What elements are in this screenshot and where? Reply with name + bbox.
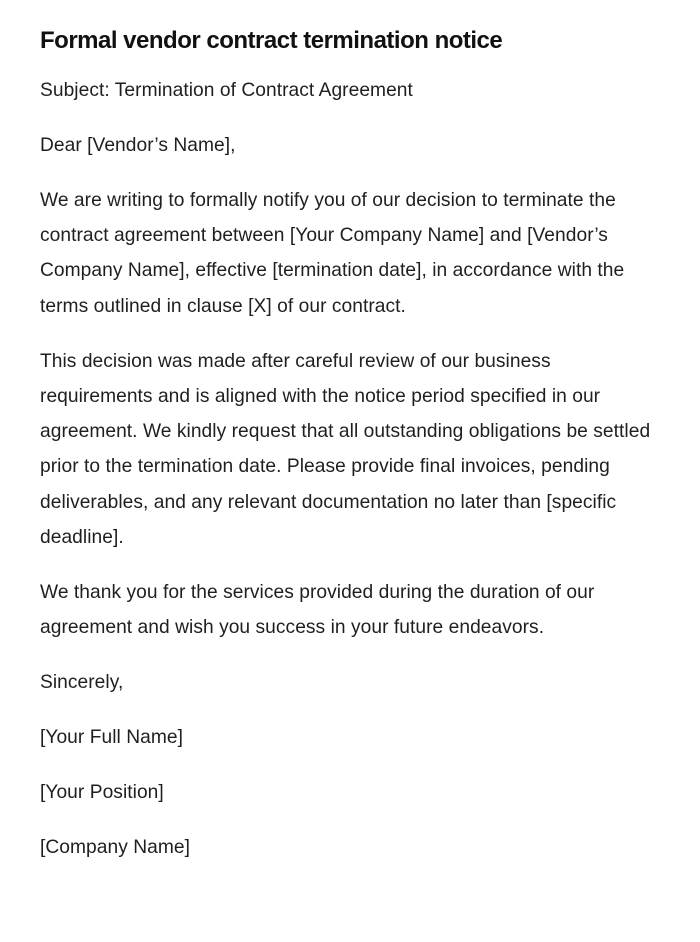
- signature-position: [Your Position]: [40, 782, 164, 804]
- greeting: Dear [Vendor’s Name],: [40, 135, 236, 156]
- body-paragraph-3: We thank you for the services provided during the duration of our agreement and wish you success in your future endeavors.: [40, 582, 595, 639]
- body-paragraph-2: This decision was made after careful review of our business requirements and is aligned with the notice period specified in our agreement. We kindly request that all outstanding obligations be settled prior to the termination date. Please provide final invoices, pending deliverables, and any relevant documentation no later than [specific deadline].: [40, 350, 651, 548]
- subject-line: Subject: Termination of Contract Agreement: [40, 80, 413, 101]
- closing: Sincerely,: [40, 672, 124, 694]
- body-paragraph-1: We are writing to formally notify you of our decision to terminate the contract agreement between [Your Company Name] and [Vendor’s Company Name], effective [termination date], in accordance with the terms outlined in clause [X] of our contract.: [40, 190, 625, 317]
- signature-name: [Your Full Name]: [40, 727, 183, 749]
- signature-company: [Company Name]: [40, 837, 190, 859]
- document-title: Formal vendor contract termination notice: [40, 27, 503, 54]
